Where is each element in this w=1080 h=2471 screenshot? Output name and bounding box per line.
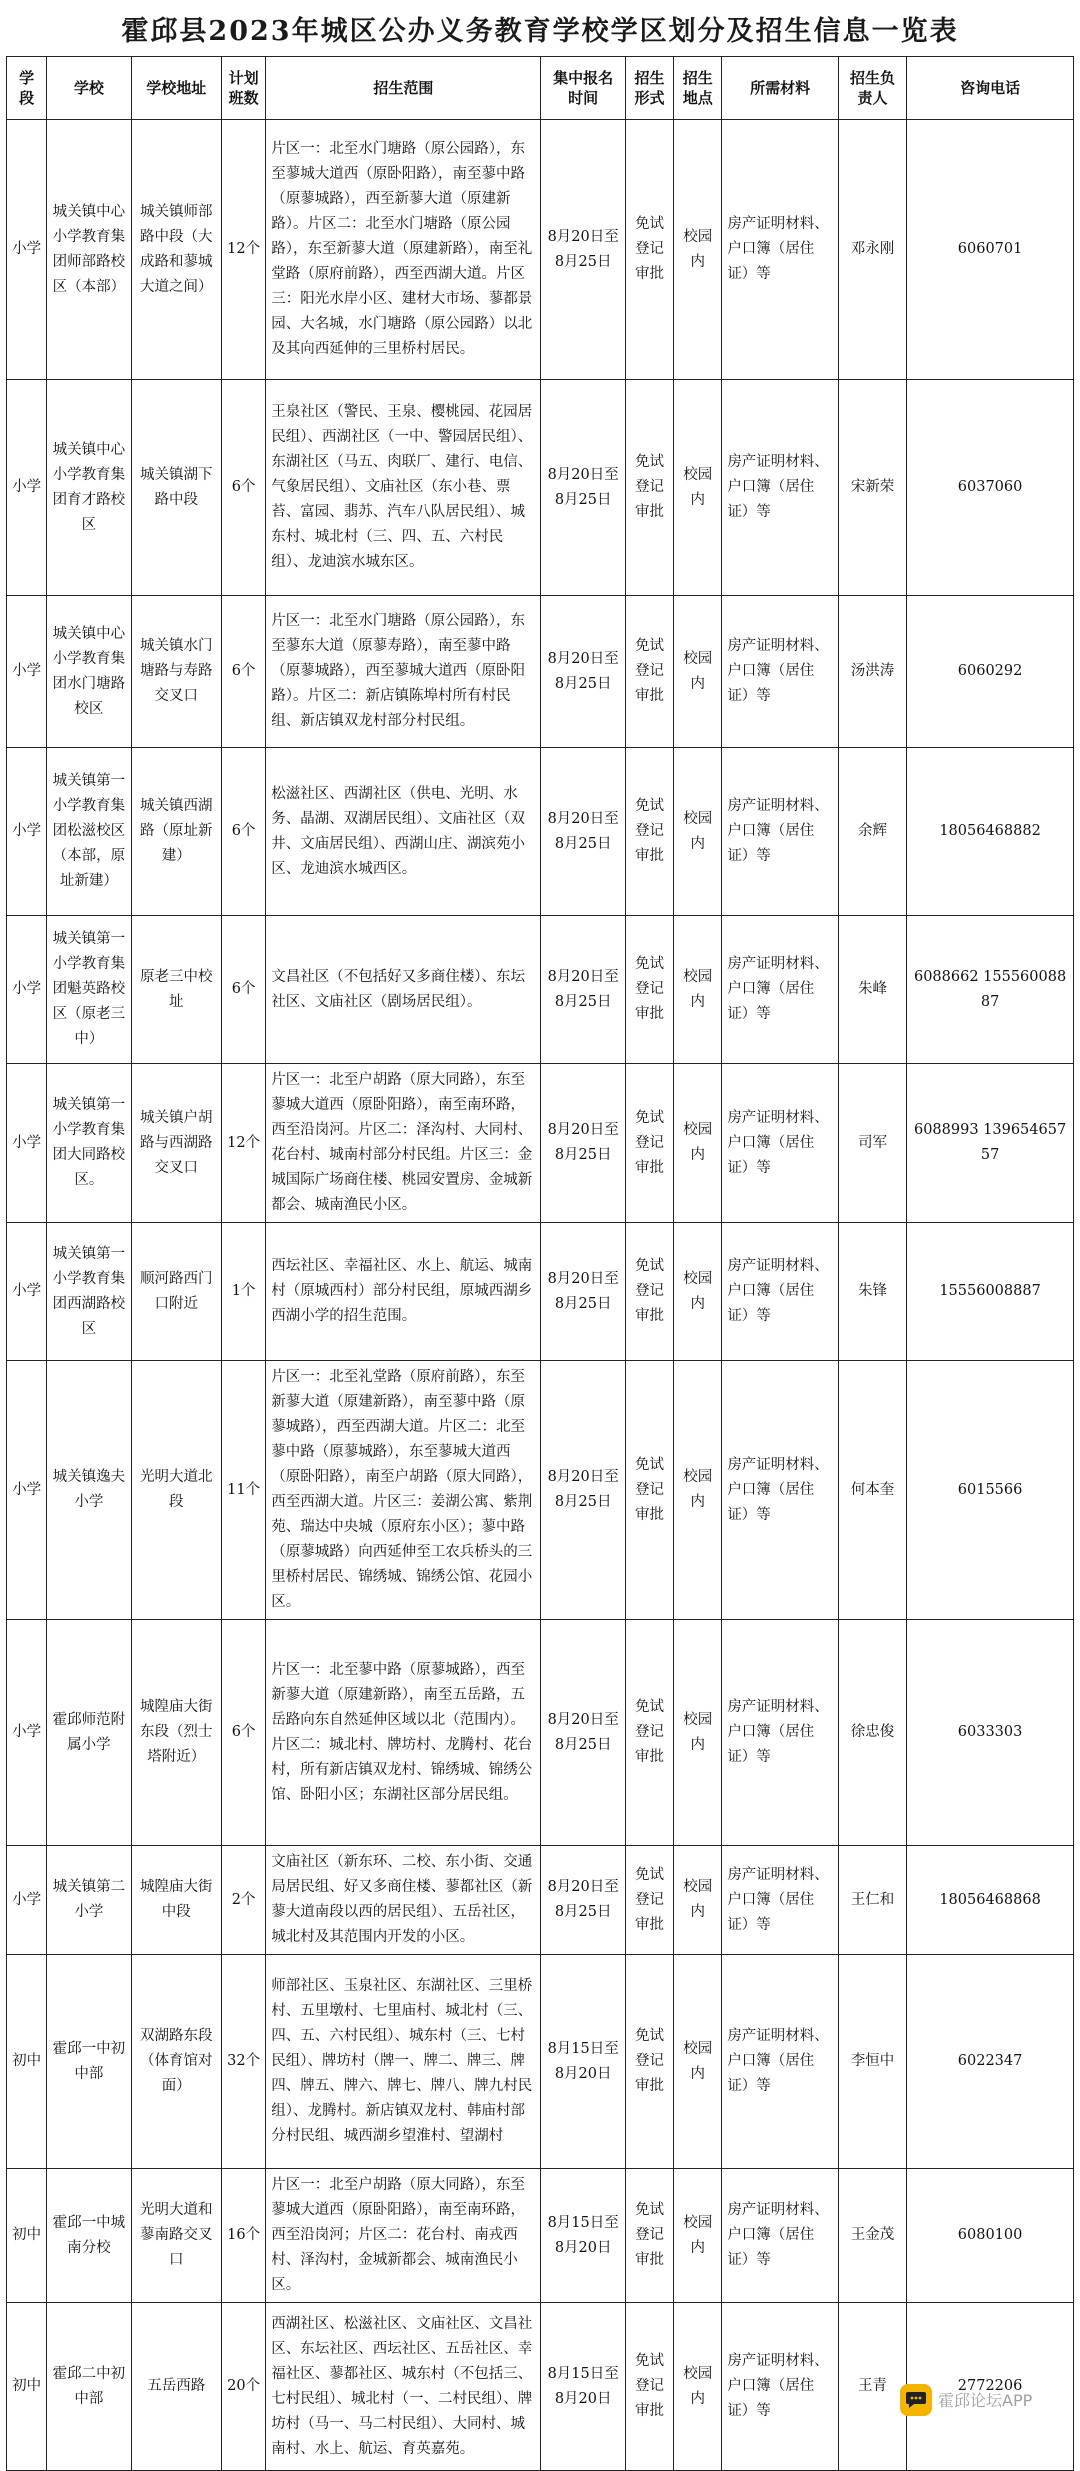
enrollment-form-cell: 免试登记审批 [625,596,673,748]
contact-person-cell: 余辉 [838,748,906,916]
address-cell: 城隍庙大街东段（烈士塔附近） [131,1620,221,1846]
enrollment-form-cell: 免试登记审批 [625,2169,673,2303]
column-header: 学校 [47,57,131,120]
enrollment-scope-cell: 片区一：北至蓼中路（原蓼城路），西至新蓼大道（原建新路），南至五岳路，五岳路向东自然延伸区域以北（范围内）。片区二：城北村、牌坊村、龙腾村、花台村，所有新店镇双龙村、锦绣城、锦绣公馆、卧阳小区；东湖社区部分居民组。 [266,1620,541,1846]
phone-cell: 18056468868 [907,1846,1074,1955]
school-name-cell: 城关镇中心小学教育集团师部路校区（本部） [47,120,131,380]
required-materials-cell: 房产证明材料、户口簿（居住证）等 [722,120,839,380]
school-name-cell: 霍邱一中初中部 [47,1955,131,2169]
address-cell: 城关镇水门塘路与寿路交叉口 [131,596,221,748]
required-materials-cell: 房产证明材料、户口簿（居住证）等 [722,916,839,1064]
stage-cell: 初中 [7,2303,47,2471]
column-header: 学校地址 [131,57,221,120]
address-cell: 城隍庙大街中段 [131,1846,221,1955]
contact-person-cell: 李恒中 [838,1955,906,2169]
phone-cell: 15556008887 [907,1223,1074,1361]
enrollment-place-cell: 校园内 [674,120,722,380]
enrollment-place-cell: 校园内 [674,1064,722,1223]
column-header: 集中报名时间 [541,57,625,120]
enrollment-place-cell: 校园内 [674,1223,722,1361]
enrollment-form-cell: 免试登记审批 [625,2303,673,2471]
enrollment-scope-cell: 文庙社区（新东环、二校、东小街、交通局居民组、好又多商住楼、蓼都社区（新蓼大道南段以西的居民组）、五岳社区，城北村及其范围内开发的小区。 [266,1846,541,1955]
planned-classes-cell: 11个 [222,1361,266,1620]
enrollment-place-cell: 校园内 [674,1620,722,1846]
enrollment-scope-cell: 片区一：北至户胡路（原大同路），东至蓼城大道西（原卧阳路），南至南环路，西至沿岗河；片区二：花台村、南戎西村、泽沟村，金城新都会、城南渔民小区。 [266,2169,541,2303]
school-name-cell: 城关镇中心小学教育集团水门塘路校区 [47,596,131,748]
planned-classes-cell: 16个 [222,2169,266,2303]
table-row [7,1955,1074,2169]
planned-classes-cell: 2个 [222,1846,266,1955]
column-header: 计划班数 [222,57,266,120]
stage-cell: 小学 [7,748,47,916]
address-cell: 城关镇湖下路中段 [131,380,221,596]
enrollment-place-cell: 校园内 [674,1846,722,1955]
address-cell: 光明大道北段 [131,1361,221,1620]
school-name-cell: 城关镇第一小学教育集团大同路校区。 [47,1064,131,1223]
column-header: 咨询电话 [907,57,1074,120]
school-name-cell: 城关镇第一小学教育集团松滋校区（本部，原址新建） [47,748,131,916]
registration-time-cell: 8月15日至8月20日 [541,2303,625,2471]
watermark [900,2378,1075,2422]
address-cell: 城关镇户胡路与西湖路交叉口 [131,1064,221,1223]
enrollment-form-cell: 免试登记审批 [625,120,673,380]
enrollment-scope-cell: 西湖社区、松滋社区、文庙社区、文昌社区、东坛社区、西坛社区、五岳社区、幸福社区、蓼都社区、城东村（不包括三、七村民组）、城北村（一、二村民组）、牌坊村（马一、马二村民组）、大同村、城南村、水上、航运、育英嘉苑。 [266,2303,541,2471]
stage-cell: 小学 [7,380,47,596]
required-materials-cell: 房产证明材料、户口簿（居住证）等 [722,748,839,916]
chat-bubble-icon [900,2384,932,2416]
planned-classes-cell: 20个 [222,2303,266,2471]
required-materials-cell: 房产证明材料、户口簿（居住证）等 [722,2303,839,2471]
registration-time-cell: 8月20日至8月25日 [541,1846,625,1955]
address-cell: 顺河路西门口附近 [131,1223,221,1361]
required-materials-cell: 房产证明材料、户口簿（居住证）等 [722,2169,839,2303]
stage-cell: 小学 [7,916,47,1064]
planned-classes-cell: 12个 [222,120,266,380]
required-materials-cell: 房产证明材料、户口簿（居住证）等 [722,1064,839,1223]
stage-cell: 小学 [7,120,47,380]
school-name-cell: 城关镇逸夫小学 [47,1361,131,1620]
required-materials-cell: 房产证明材料、户口簿（居住证）等 [722,1361,839,1620]
contact-person-cell: 宋新荣 [838,380,906,596]
column-header: 所需材料 [722,57,839,120]
enrollment-scope-cell: 师部社区、玉泉社区、东湖社区、三里桥村、五里墩村、七里庙村、城北村（三、四、五、六村民组）、城东村（三、七村民组）、牌坊村（牌一、牌二、牌三、牌四、牌五、牌六、牌七、牌八、牌九村民组）、龙腾村。新店镇双龙村、韩庙村部分村民组、城西湖乡望淮村、望湖村 [266,1955,541,2169]
contact-person-cell: 王金茂 [838,2169,906,2303]
enrollment-place-cell: 校园内 [674,748,722,916]
phone-cell: 6060701 [907,120,1074,380]
phone-cell: 6088993 13965465757 [907,1064,1074,1223]
registration-time-cell: 8月15日至8月20日 [541,2169,625,2303]
phone-cell: 6088662 15556008887 [907,916,1074,1064]
contact-person-cell: 汤洪涛 [838,596,906,748]
enrollment-form-cell: 免试登记审批 [625,916,673,1064]
registration-time-cell: 8月20日至8月25日 [541,1064,625,1223]
school-name-cell: 霍邱师范附属小学 [47,1620,131,1846]
required-materials-cell: 房产证明材料、户口簿（居住证）等 [722,1846,839,1955]
school-name-cell: 城关镇第一小学教育集团西湖路校区 [47,1223,131,1361]
enrollment-scope-cell: 王泉社区（警民、王泉、樱桃园、花园居民组）、西湖社区（一中、警园居民组）、东湖社区（马五、肉联厂、建行、电信、气象居民组）、文庙社区（东小巷、票苔、富园、翡苏、汽车八队居民组）、城东村、城北村（三、四、五、六村民组）、龙迪滨水城东区。 [266,380,541,596]
enrollment-place-cell: 校园内 [674,2169,722,2303]
phone-cell: 6033303 [907,1620,1074,1846]
phone-cell: 6060292 [907,596,1074,748]
contact-person-cell: 王青 [838,2303,906,2471]
enrollment-form-cell: 免试登记审批 [625,1846,673,1955]
stage-cell: 初中 [7,1955,47,2169]
enrollment-scope-cell: 片区一：北至水门塘路（原公园路），东至蓼东大道（原蓼寿路），南至蓼中路（原蓼城路），西至蓼城大道西（原卧阳路）。片区二：新店镇陈埠村所有村民组、新店镇双龙村部分村民组。 [266,596,541,748]
registration-time-cell: 8月15日至8月20日 [541,1955,625,2169]
stage-cell: 小学 [7,1223,47,1361]
table-header-row [7,57,1074,120]
contact-person-cell: 王仁和 [838,1846,906,1955]
column-header: 招生地点 [674,57,722,120]
planned-classes-cell: 6个 [222,380,266,596]
address-cell: 光明大道和蓼南路交叉口 [131,2169,221,2303]
registration-time-cell: 8月20日至8月25日 [541,916,625,1064]
address-cell: 五岳西路 [131,2303,221,2471]
table-row [7,1361,1074,1620]
contact-person-cell: 何本奎 [838,1361,906,1620]
registration-time-cell: 8月20日至8月25日 [541,748,625,916]
registration-time-cell: 8月20日至8月25日 [541,1361,625,1620]
stage-cell: 小学 [7,1846,47,1955]
enrollment-form-cell: 免试登记审批 [625,1223,673,1361]
required-materials-cell: 房产证明材料、户口簿（居住证）等 [722,596,839,748]
registration-time-cell: 8月20日至8月25日 [541,596,625,748]
school-name-cell: 霍邱一中城南分校 [47,2169,131,2303]
stage-cell: 小学 [7,1361,47,1620]
watermark-text: 霍邱论坛APP [938,2390,1033,2410]
planned-classes-cell: 6个 [222,1620,266,1846]
enrollment-place-cell: 校园内 [674,1361,722,1620]
table-row [7,1064,1074,1223]
stage-cell: 初中 [7,2169,47,2303]
column-header: 招生形式 [625,57,673,120]
enrollment-form-cell: 免试登记审批 [625,1064,673,1223]
school-name-cell: 城关镇第一小学教育集团魁英路校区（原老三中） [47,916,131,1064]
enrollment-form-cell: 免试登记审批 [625,748,673,916]
planned-classes-cell: 6个 [222,748,266,916]
required-materials-cell: 房产证明材料、户口簿（居住证）等 [722,1620,839,1846]
table-row [7,748,1074,916]
address-cell: 原老三中校址 [131,916,221,1064]
enrollment-form-cell: 免试登记审批 [625,1620,673,1846]
enrollment-form-cell: 免试登记审批 [625,380,673,596]
phone-cell: 2772206 [907,2303,1074,2471]
phone-cell: 18056468882 [907,748,1074,916]
enrollment-place-cell: 校园内 [674,380,722,596]
table-row [7,916,1074,1064]
table-row [7,596,1074,748]
planned-classes-cell: 1个 [222,1223,266,1361]
column-header: 招生范围 [266,57,541,120]
address-cell: 双湖路东段（体育馆对面） [131,1955,221,2169]
contact-person-cell: 徐忠俊 [838,1620,906,1846]
enrollment-place-cell: 校园内 [674,2303,722,2471]
school-name-cell: 城关镇第二小学 [47,1846,131,1955]
column-header: 学段 [7,57,47,120]
phone-cell: 6037060 [907,380,1074,596]
required-materials-cell: 房产证明材料、户口簿（居住证）等 [722,380,839,596]
required-materials-cell: 房产证明材料、户口簿（居住证）等 [722,1955,839,2169]
table-row [7,380,1074,596]
enrollment-place-cell: 校园内 [674,1955,722,2169]
table-row [7,2169,1074,2303]
enrollment-scope-cell: 片区一：北至户胡路（原大同路），东至蓼城大道西（原卧阳路），南至南环路，西至沿岗河。片区二：泽沟村、大同村、花台村、城南村部分村民组。片区三：金城国际广场商住楼、桃园安置房、金城新都会、城南渔民小区。 [266,1064,541,1223]
enrollment-scope-cell: 松滋社区、西湖社区（供电、光明、水务、晶湖、双湖居民组）、文庙社区（双井、文庙居民组）、西湖山庄、湖滨苑小区、龙迪滨水城西区。 [266,748,541,916]
table-row [7,120,1074,380]
enrollment-scope-cell: 西坛社区、幸福社区、水上、航运、城南村（原城西村）部分村民组，原城西湖乡西湖小学的招生范围。 [266,1223,541,1361]
contact-person-cell: 朱峰 [838,916,906,1064]
planned-classes-cell: 6个 [222,916,266,1064]
stage-cell: 小学 [7,1064,47,1223]
registration-time-cell: 8月20日至8月25日 [541,1620,625,1846]
registration-time-cell: 8月20日至8月25日 [541,1223,625,1361]
contact-person-cell: 司军 [838,1064,906,1223]
contact-person-cell: 邓永刚 [838,120,906,380]
stage-cell: 小学 [7,1620,47,1846]
column-header: 招生负责人 [838,57,906,120]
enrollment-scope-cell: 片区一：北至礼堂路（原府前路），东至新蓼大道（原建新路），南至蓼中路（原蓼城路），西至西湖大道。片区二：北至蓼中路（原蓼城路），东至蓼城大道西（原卧阳路），南至户胡路（原大同路），西至西湖大道。片区三：姜湖公寓、紫荆苑、瑞达中央城（原府东小区）；蓼中路（原蓼城路）向西延伸至工农兵桥头的三里桥村居民、锦绣城、锦绣公馆、花园小区。 [266,1361,541,1620]
enrollment-form-cell: 免试登记审批 [625,1361,673,1620]
address-cell: 城关镇西湖路（原址新建） [131,748,221,916]
enrollment-scope-cell: 文昌社区（不包括好又多商住楼）、东坛社区、文庙社区（剧场居民组）。 [266,916,541,1064]
phone-cell: 6022347 [907,1955,1074,2169]
admissions-table [6,56,1074,2471]
school-name-cell: 城关镇中心小学教育集团育才路校区 [47,380,131,596]
enrollment-place-cell: 校园内 [674,596,722,748]
enrollment-scope-cell: 片区一：北至水门塘路（原公园路），东至蓼城大道西（原卧阳路），南至蓼中路（原蓼城路），西至新蓼大道（原建新路）。片区二：北至水门塘路（原公园路），东至新蓼大道（原建新路），南至礼堂路（原府前路），西至西湖大道。片区三：阳光水岸小区、建材大市场、蓼都景园、大名城，水门塘路（原公园路）以北及其向西延伸的三里桥村居民。 [266,120,541,380]
contact-person-cell: 朱锋 [838,1223,906,1361]
table-row [7,1846,1074,1955]
registration-time-cell: 8月20日至8月25日 [541,120,625,380]
enrollment-place-cell: 校园内 [674,916,722,1064]
page-title: 霍邱县2023年城区公办义务教育学校学区划分及招生信息一览表 [121,15,959,47]
address-cell: 城关镇师部路中段（大成路和蓼城大道之间） [131,120,221,380]
school-name-cell: 霍邱二中初中部 [47,2303,131,2471]
table-row [7,1223,1074,1361]
planned-classes-cell: 6个 [222,596,266,748]
required-materials-cell: 房产证明材料、户口簿（居住证）等 [722,1223,839,1361]
registration-time-cell: 8月20日至8月25日 [541,380,625,596]
enrollment-form-cell: 免试登记审批 [625,1955,673,2169]
planned-classes-cell: 12个 [222,1064,266,1223]
planned-classes-cell: 32个 [222,1955,266,2169]
table-row [7,1620,1074,1846]
stage-cell: 小学 [7,596,47,748]
phone-cell: 6015566 [907,1361,1074,1620]
phone-cell: 6080100 [907,2169,1074,2303]
